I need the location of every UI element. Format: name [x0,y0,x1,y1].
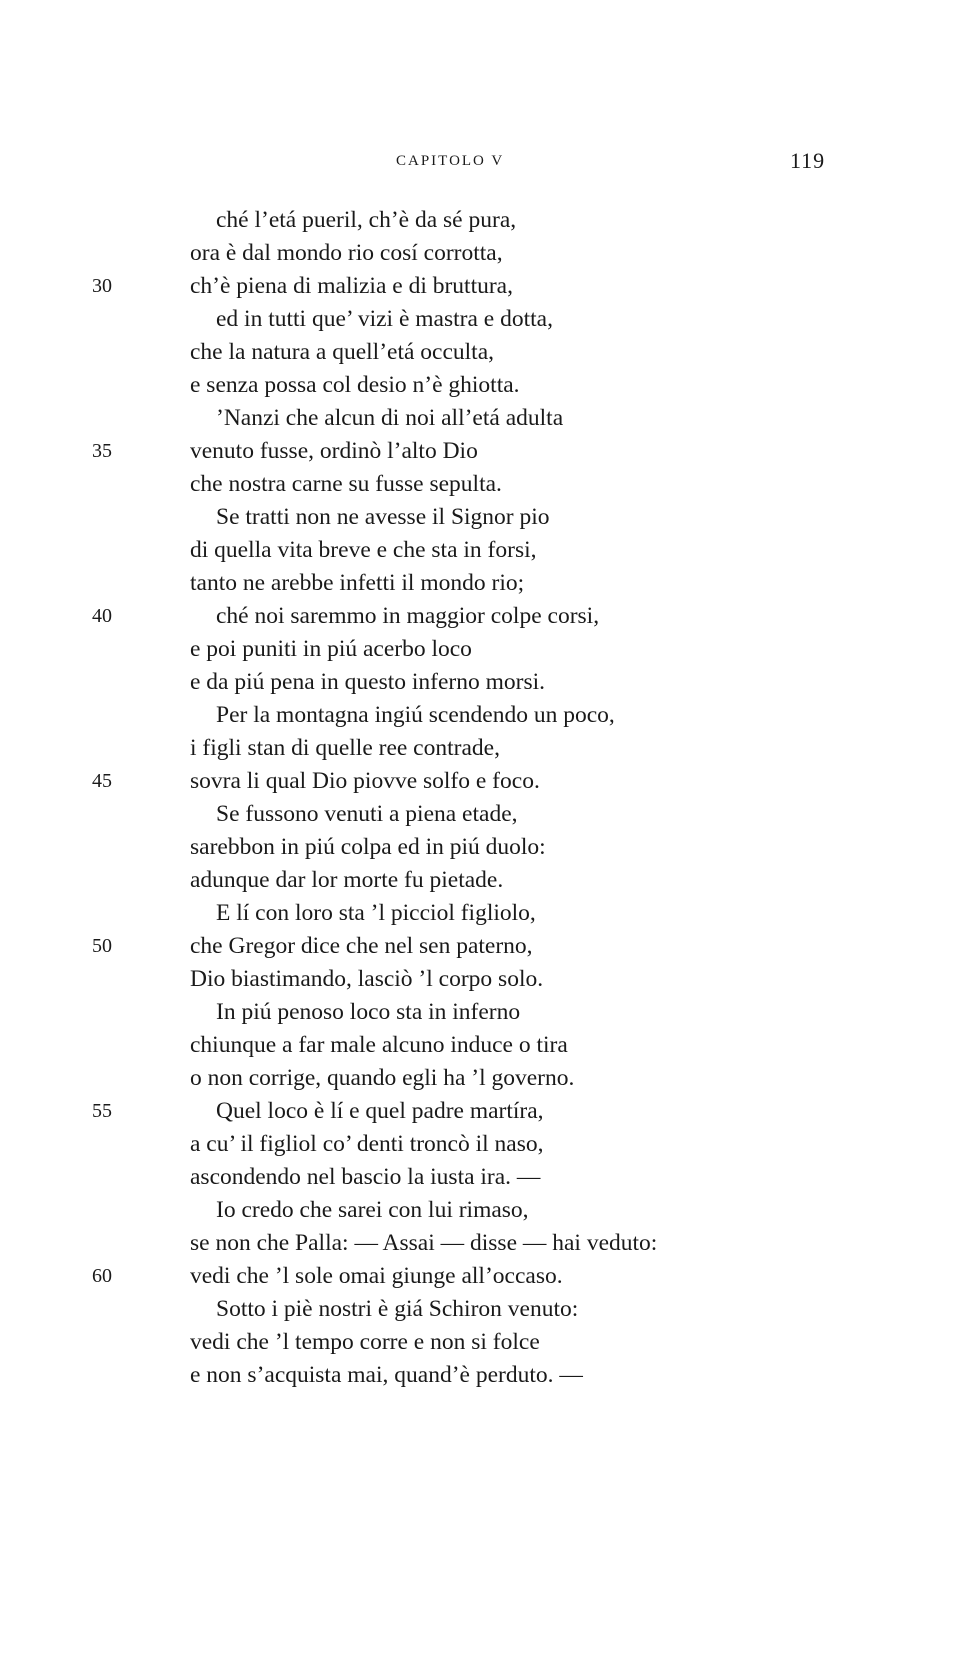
verse-text: venuto fusse, ordinò l’alto Dio [190,438,478,464]
verse-line [0,600,972,633]
verse-text: ch’è piena di malizia e di bruttura, [190,273,513,299]
line-number: 55 [92,1100,112,1122]
verse-line [0,567,972,600]
verse-text: che Gregor dice che nel sen paterno, [190,933,533,959]
verse-text: sovra li qual Dio piovve solfo e foco. [190,768,540,794]
verse-line [0,1260,972,1293]
verse-text: Per la montagna ingiú scendendo un poco, [216,702,615,728]
verse-line [0,336,972,369]
verse-text: o non corrige, quando egli ha ’l governo. [190,1065,575,1091]
verse-text: vedi che ’l sole omai giunge all’occaso. [190,1263,563,1289]
verse-text: e non s’acquista mai, quand’è perduto. — [190,1362,583,1388]
verse-text: sarebbon in piú colpa ed in piú duolo: [190,834,546,860]
verse-text: chiunque a far male alcuno induce o tira [190,1032,568,1058]
running-head [0,146,972,176]
page-number: 119 [790,148,826,173]
verse-line [0,666,972,699]
verse-text: e da piú pena in questo inferno morsi. [190,669,546,695]
verse-text: adunque dar lor morte fu pietade. [190,867,504,893]
verse-text: Se fussono venuti a piena etade, [216,801,518,827]
verse-text: ché l’etá pueril, ch’è da sé pura, [216,207,517,233]
line-number: 40 [92,605,112,627]
verse-text: Io credo che sarei con lui rimaso, [216,1197,529,1223]
verse-text: ’Nanzi che alcun di noi all’etá adulta [216,405,564,431]
verse-text: se non che Palla: — Assai — disse — hai veduto: [190,1230,658,1256]
verse-line [0,534,972,567]
verse-line [0,633,972,666]
verse-text: e poi puniti in piú acerbo loco [190,636,472,662]
verse-text: di quella vita breve e che sta in forsi, [190,537,537,563]
verse-text: ascondendo nel bascio la iusta ira. — [190,1164,541,1190]
verse-line [0,1095,972,1128]
verse-line [0,1062,972,1095]
verse-line [0,468,972,501]
verse-line [0,1128,972,1161]
verse-text: Se tratti non ne avesse il Signor pio [216,504,550,530]
poem-body [0,204,972,1392]
verse-line [0,732,972,765]
verse-line [0,402,972,435]
line-number: 60 [92,1265,112,1287]
verse-line [0,501,972,534]
verse-text: che nostra carne su fusse sepulta. [190,471,502,497]
verse-line [0,996,972,1029]
verse-line [0,699,972,732]
verse-text: Sotto i piè nostri è giá Schiron venuto: [216,1296,579,1322]
verse-line [0,435,972,468]
verse-line [0,831,972,864]
verse-line [0,1227,972,1260]
verse-line [0,1293,972,1326]
verse-line [0,303,972,336]
verse-text: a cu’ il figliol co’ denti troncò il naso, [190,1131,544,1157]
line-number: 30 [92,275,112,297]
chapter-title: CAPITOLO V [396,153,505,169]
verse-line [0,1326,972,1359]
verse-text: e senza possa col desio n’è ghiotta. [190,372,520,398]
verse-line [0,1359,972,1392]
verse-text: In piú penoso loco sta in inferno [216,999,521,1025]
verse-line [0,963,972,996]
verse-line [0,930,972,963]
verse-line [0,204,972,237]
verse-line [0,237,972,270]
verse-line [0,897,972,930]
verse-text: ché noi saremmo in maggior colpe corsi, [216,603,600,629]
verse-text: che la natura a quell’etá occulta, [190,339,495,365]
line-number: 50 [92,935,112,957]
verse-text: tanto ne arebbe infetti il mondo rio; [190,570,525,596]
verse-line [0,1194,972,1227]
line-number: 45 [92,770,112,792]
verse-text: Quel loco è lí e quel padre martíra, [216,1098,544,1124]
verse-text: i figli stan di quelle ree contrade, [190,735,500,761]
line-number: 35 [92,440,112,462]
verse-text: vedi che ’l tempo corre e non si folce [190,1329,540,1355]
verse-text: ora è dal mondo rio cosí corrotta, [190,240,503,266]
verse-line [0,1029,972,1062]
verse-line [0,798,972,831]
verse-text: ed in tutti que’ vizi è mastra e dotta, [216,306,553,332]
verse-line [0,270,972,303]
verse-line [0,1161,972,1194]
verse-line [0,765,972,798]
verse-line [0,369,972,402]
verse-line [0,864,972,897]
verse-text: Dio biastimando, lasciò ’l corpo solo. [190,966,544,992]
verse-text: E lí con loro sta ’l picciol figliolo, [216,900,536,926]
